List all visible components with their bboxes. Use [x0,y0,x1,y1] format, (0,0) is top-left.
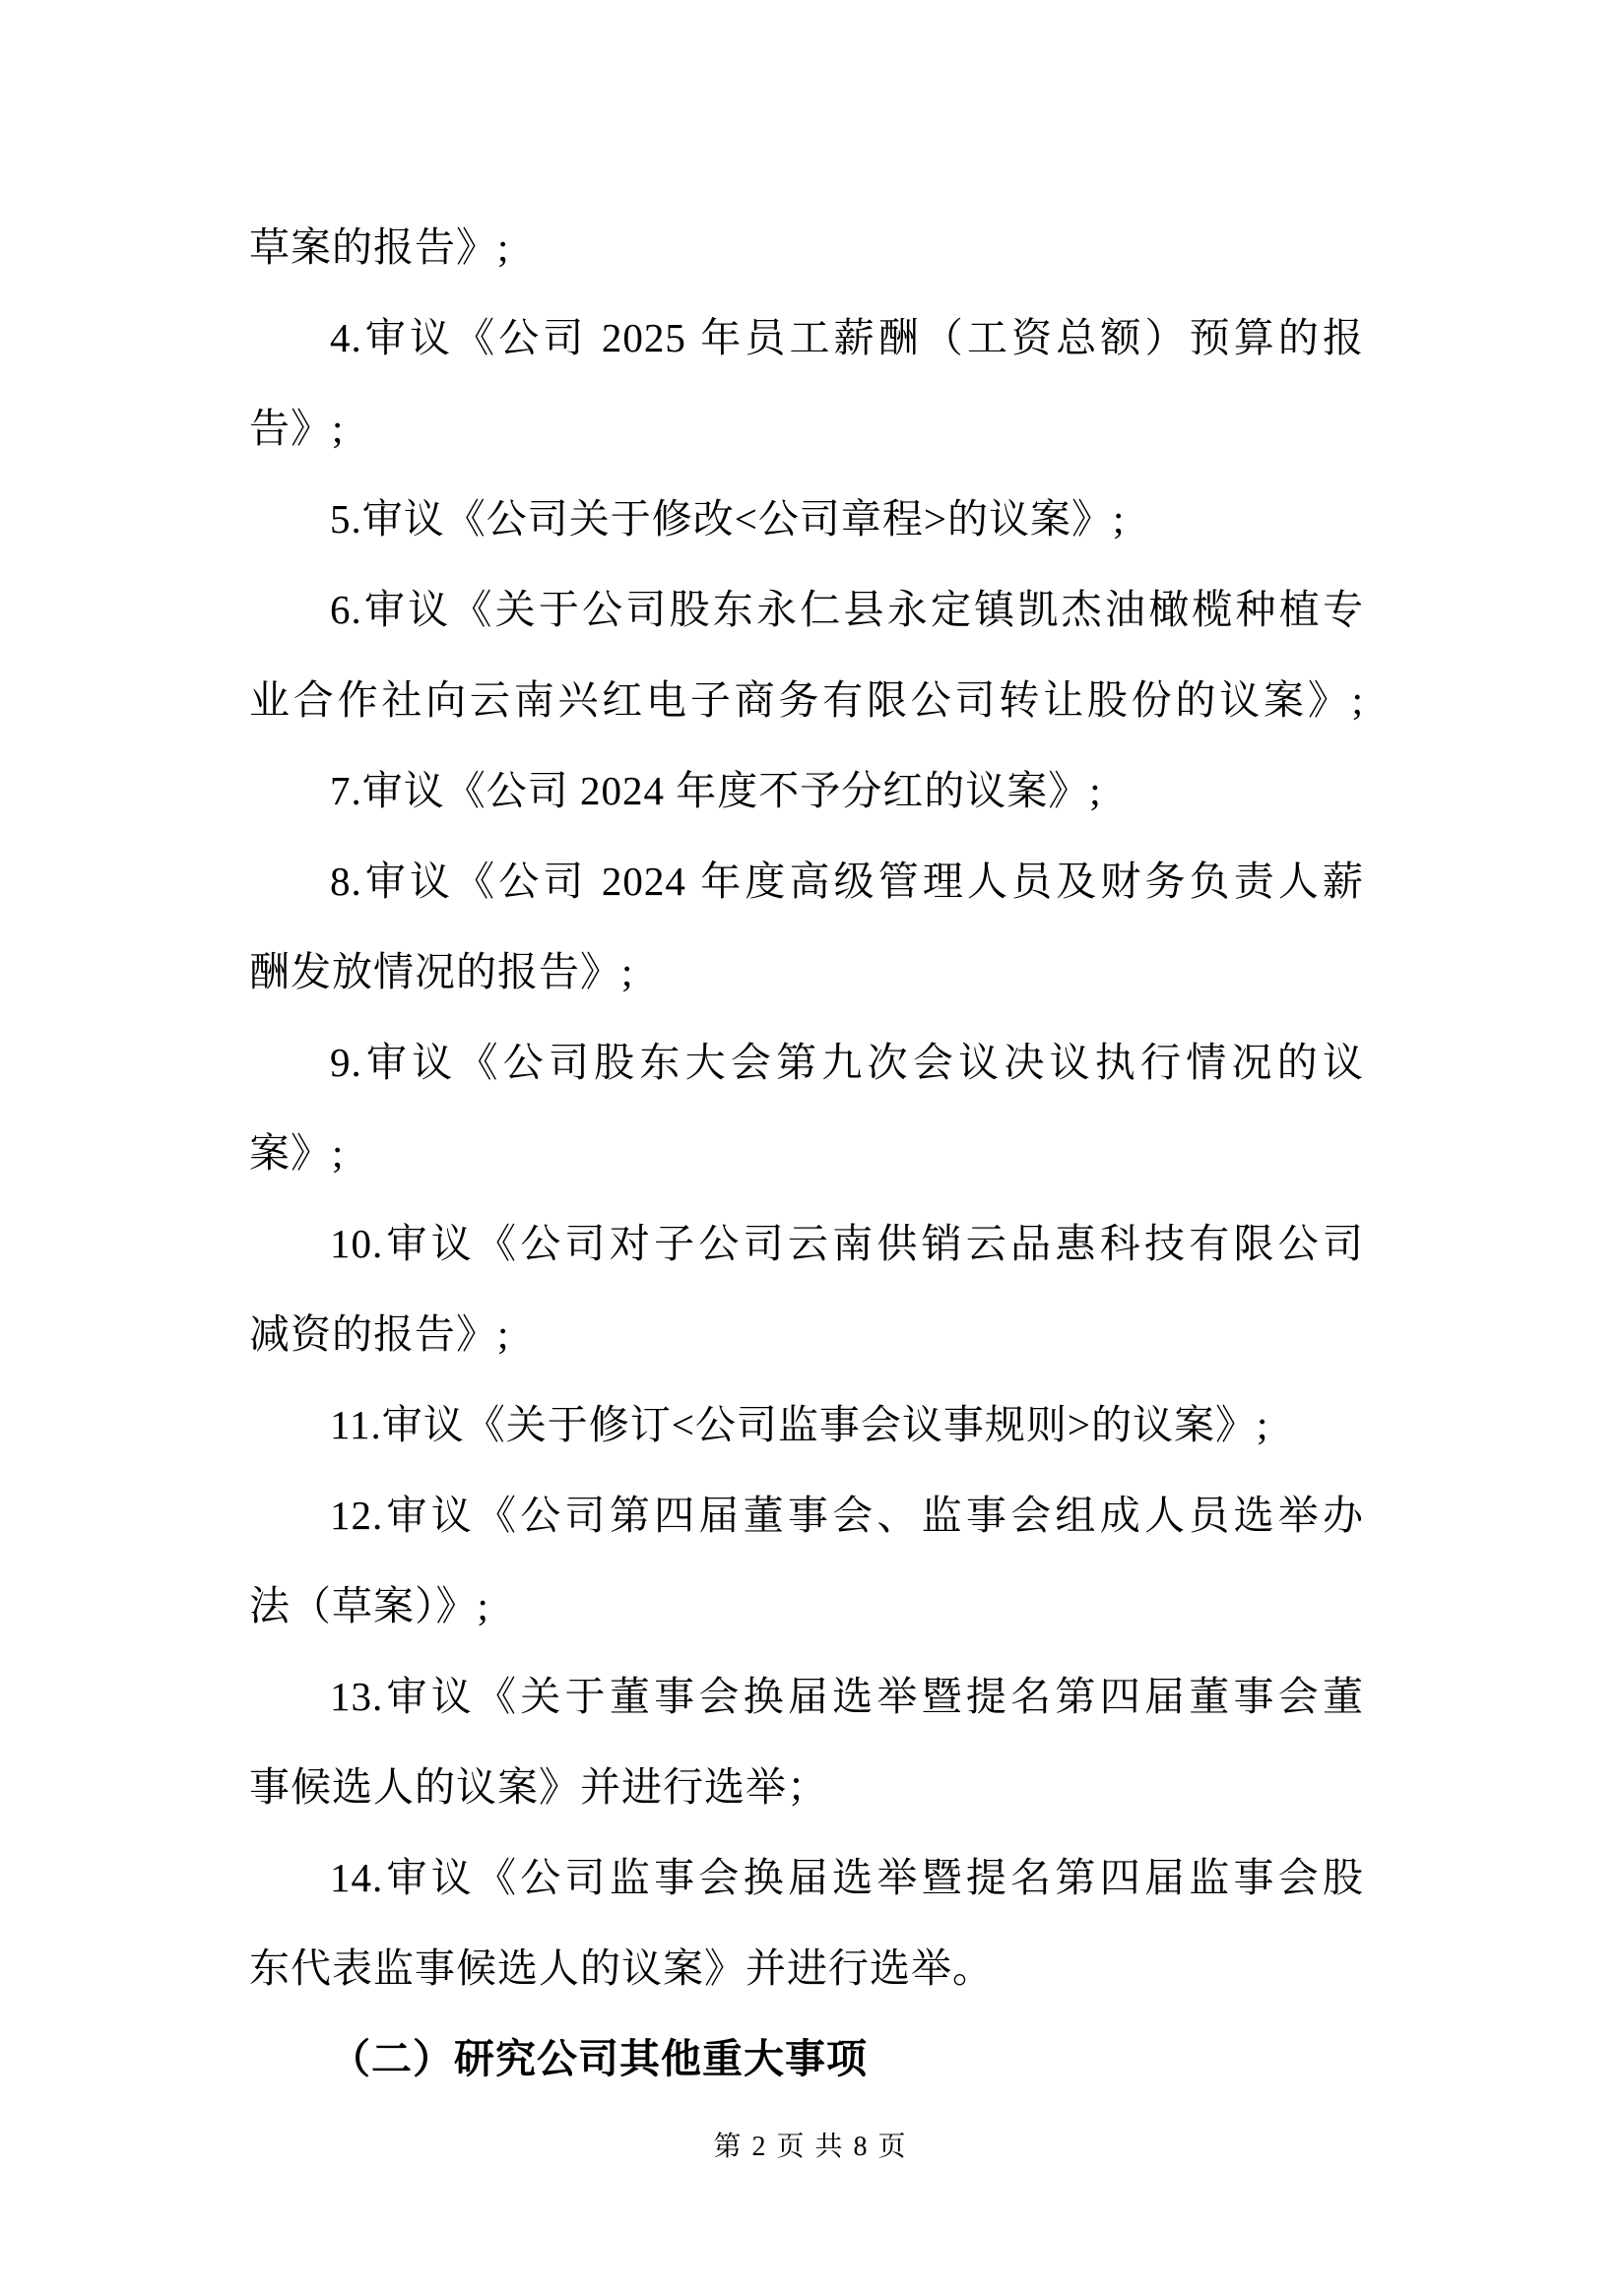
page-footer [0,2125,1621,2164]
text-line: 5.审议《公司关于修改<公司章程>的议案》; [330,496,1126,542]
text-line: 11.审议《关于修订<公司监事会议事规则>的议案》; [330,1402,1269,1447]
text-line: 12.审议《公司第四届董事会、监事会组成人员选举办 [330,1493,1364,1538]
text-line: 8.审议《公司 2024 年度高级管理人员及财务负责人薪 [330,859,1364,904]
text-line: 6.审议《关于公司股东永仁县永定镇凯杰油橄榄种植专 [330,587,1364,632]
text-line: 9.审议《公司股东大会第九次会议决议执行情况的议 [330,1040,1364,1085]
document-body [249,222,1364,2124]
text-line: 7.审议《公司 2024 年度不予分红的议案》; [330,768,1102,813]
text-line: 东代表监事候选人的议案》并进行选举。 [249,1945,994,1991]
page-number-text: 第 2 页 共 8 页 [713,2132,908,2162]
text-line: 案》; [249,1130,345,1176]
text-line: 业合作社向云南兴红电子商务有限公司转让股份的议案》; [249,677,1364,723]
text-line: 酬发放情况的报告》; [249,949,634,994]
text-line: 告》; [249,406,345,451]
text-line: 减资的报告》; [249,1311,510,1357]
text-line: （二）研究公司其他重大事项 [330,2036,868,2081]
text-line: 4.审议《公司 2025 年员工薪酬（工资总额）预算的报 [330,315,1364,360]
text-line: 10.审议《公司对子公司云南供销云品惠科技有限公司 [330,1221,1364,1266]
text-line: 法（草案）》; [249,1583,489,1628]
text-line: 草案的报告》; [249,224,510,270]
text-line: 13.审议《关于董事会换届选举暨提名第四届董事会董 [330,1674,1364,1719]
text-line: 14.审议《公司监事会换届选举暨提名第四届监事会股 [330,1855,1364,1900]
text-line: 事候选人的议案》并进行选举； [249,1764,828,1810]
